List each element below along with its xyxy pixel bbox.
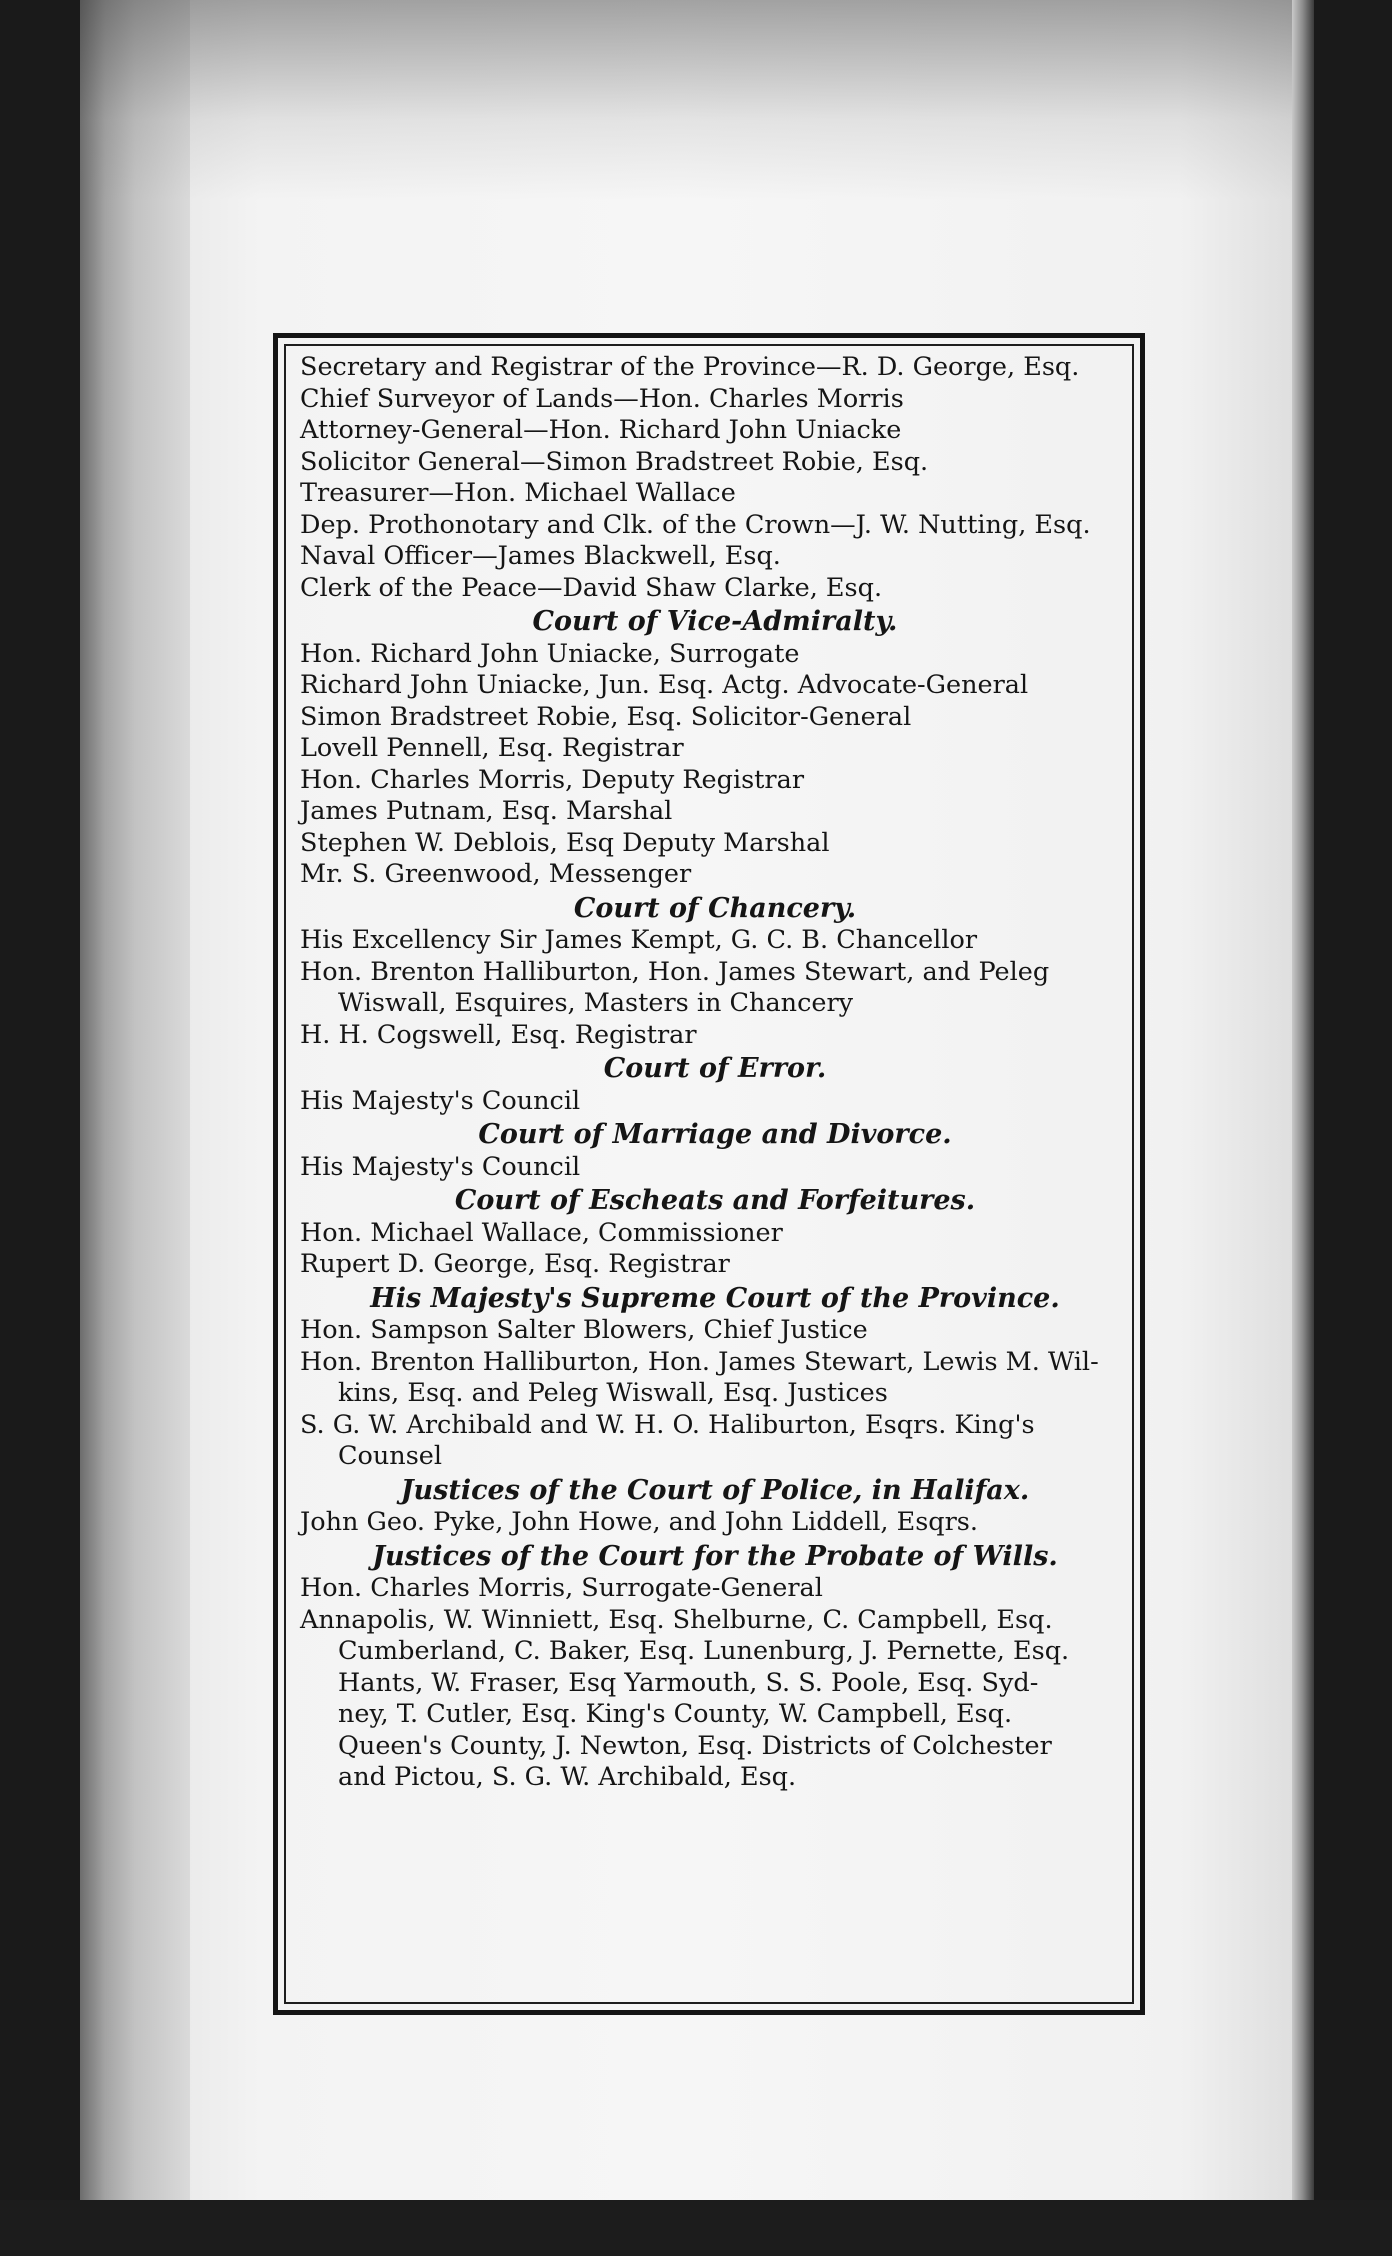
entry-line: Wiswall, Esquires, Masters in Chancery: [338, 988, 854, 1018]
officer-line: Secretary and Registrar of the Province—R. D. George, Esq.: [300, 352, 1080, 382]
entry-line: Richard John Uniacke, Jun. Esq. Actg. Advocate-General: [300, 670, 1029, 700]
entry-line: Counsel: [338, 1441, 443, 1471]
entry-line: Cumberland, C. Baker, Esq. Lunenburg, J. Pernette, Esq.: [338, 1636, 1070, 1666]
officer-line: Attorney-General—Hon. Richard John Uniacke: [300, 415, 902, 445]
entry-line: Mr. S. Greenwood, Messenger: [300, 859, 692, 889]
section-heading: Justices of the Court for the Probate of Wills.: [372, 1540, 1058, 1572]
entry-line: and Pictou, S. G. W. Archibald, Esq.: [338, 1762, 797, 1792]
book-spine-shadow: [80, 0, 190, 2200]
entry-line: Lovell Pennell, Esq. Registrar: [300, 733, 684, 763]
entry-line: Simon Bradstreet Robie, Esq. Solicitor-General: [300, 701, 912, 732]
section-heading: His Majesty's Supreme Court of the Province.: [370, 1282, 1060, 1314]
entry-line: S. G. W. Archibald and W. H. O. Haliburton, Esqrs. King's: [300, 1409, 1035, 1440]
entry-line: His Majesty's Council: [300, 1085, 581, 1116]
entry-line: ney, T. Cutler, Esq. King's County, W. Campbell, Esq.: [338, 1699, 1013, 1729]
officer-list: [300, 352, 1130, 1794]
entry-line: His Excellency Sir James Kempt, G. C. B. Chancellor: [300, 925, 978, 955]
entry-line: kins, Esq. and Peleg Wiswall, Esq. Justices: [338, 1378, 888, 1408]
entry-line: H. H. Cogswell, Esq. Registrar: [300, 1019, 697, 1050]
entry-line: Hon. Michael Wallace, Commissioner: [300, 1217, 783, 1248]
entry-line: Hon. Richard John Uniacke, Surrogate: [300, 638, 800, 669]
section-heading: Justices of the Court of Police, in Halifax.: [400, 1474, 1030, 1506]
top-stain: [80, 0, 1310, 200]
entry-line: Hon. Brenton Halliburton, Hon. James Stewart, and Peleg: [300, 956, 1050, 987]
section-heading: Court of Error.: [603, 1053, 827, 1084]
entry-line: His Majesty's Council: [300, 1151, 581, 1182]
entry-line: Hon. Brenton Halliburton, Hon. James Stewart, Lewis M. Wil-: [300, 1346, 1099, 1377]
entry-line: James Putnam, Esq. Marshal: [300, 796, 673, 826]
entry-line: Hants, W. Fraser, Esq Yarmouth, S. S. Poole, Esq. Syd-: [338, 1667, 1039, 1698]
entry-line: John Geo. Pyke, John Howe, and John Liddell, Esqrs.: [300, 1507, 979, 1537]
section-heading: Court of Chancery.: [573, 892, 857, 924]
officer-line: Clerk of the Peace—David Shaw Clarke, Esq.: [300, 572, 883, 603]
entry-line: Rupert D. George, Esq. Registrar: [300, 1249, 730, 1279]
officer-line: Treasurer—Hon. Michael Wallace: [300, 478, 736, 508]
officer-line: Chief Surveyor of Lands—Hon. Charles Morris: [300, 383, 904, 414]
entry-line: Queen's County, J. Newton, Esq. Districts of Colchester: [338, 1730, 1052, 1761]
section-heading: Court of Escheats and Forfeitures.: [454, 1185, 976, 1216]
entry-line: Stephen W. Deblois, Esq Deputy Marshal: [300, 827, 830, 858]
section-heading: Court of Marriage and Divorce.: [478, 1119, 952, 1150]
entry-line: Hon. Sampson Salter Blowers, Chief Justice: [300, 1315, 868, 1345]
section-heading: Court of Vice-Admiralty.: [532, 606, 898, 637]
bottom-margin: [0, 2200, 1392, 2256]
officer-line: Naval Officer—James Blackwell, Esq.: [300, 541, 781, 571]
page-edge: [1292, 0, 1314, 2256]
entry-line: Annapolis, W. Winniett, Esq. Shelburne, C. Campbell, Esq.: [300, 1604, 1053, 1635]
officer-line: Solicitor General—Simon Bradstreet Robie, Esq.: [300, 446, 929, 477]
officer-line: Dep. Prothonotary and Clk. of the Crown—J. W. Nutting, Esq.: [300, 509, 1091, 540]
entry-line: Hon. Charles Morris, Surrogate-General: [300, 1573, 823, 1603]
entry-line: Hon. Charles Morris, Deputy Registrar: [300, 764, 805, 795]
